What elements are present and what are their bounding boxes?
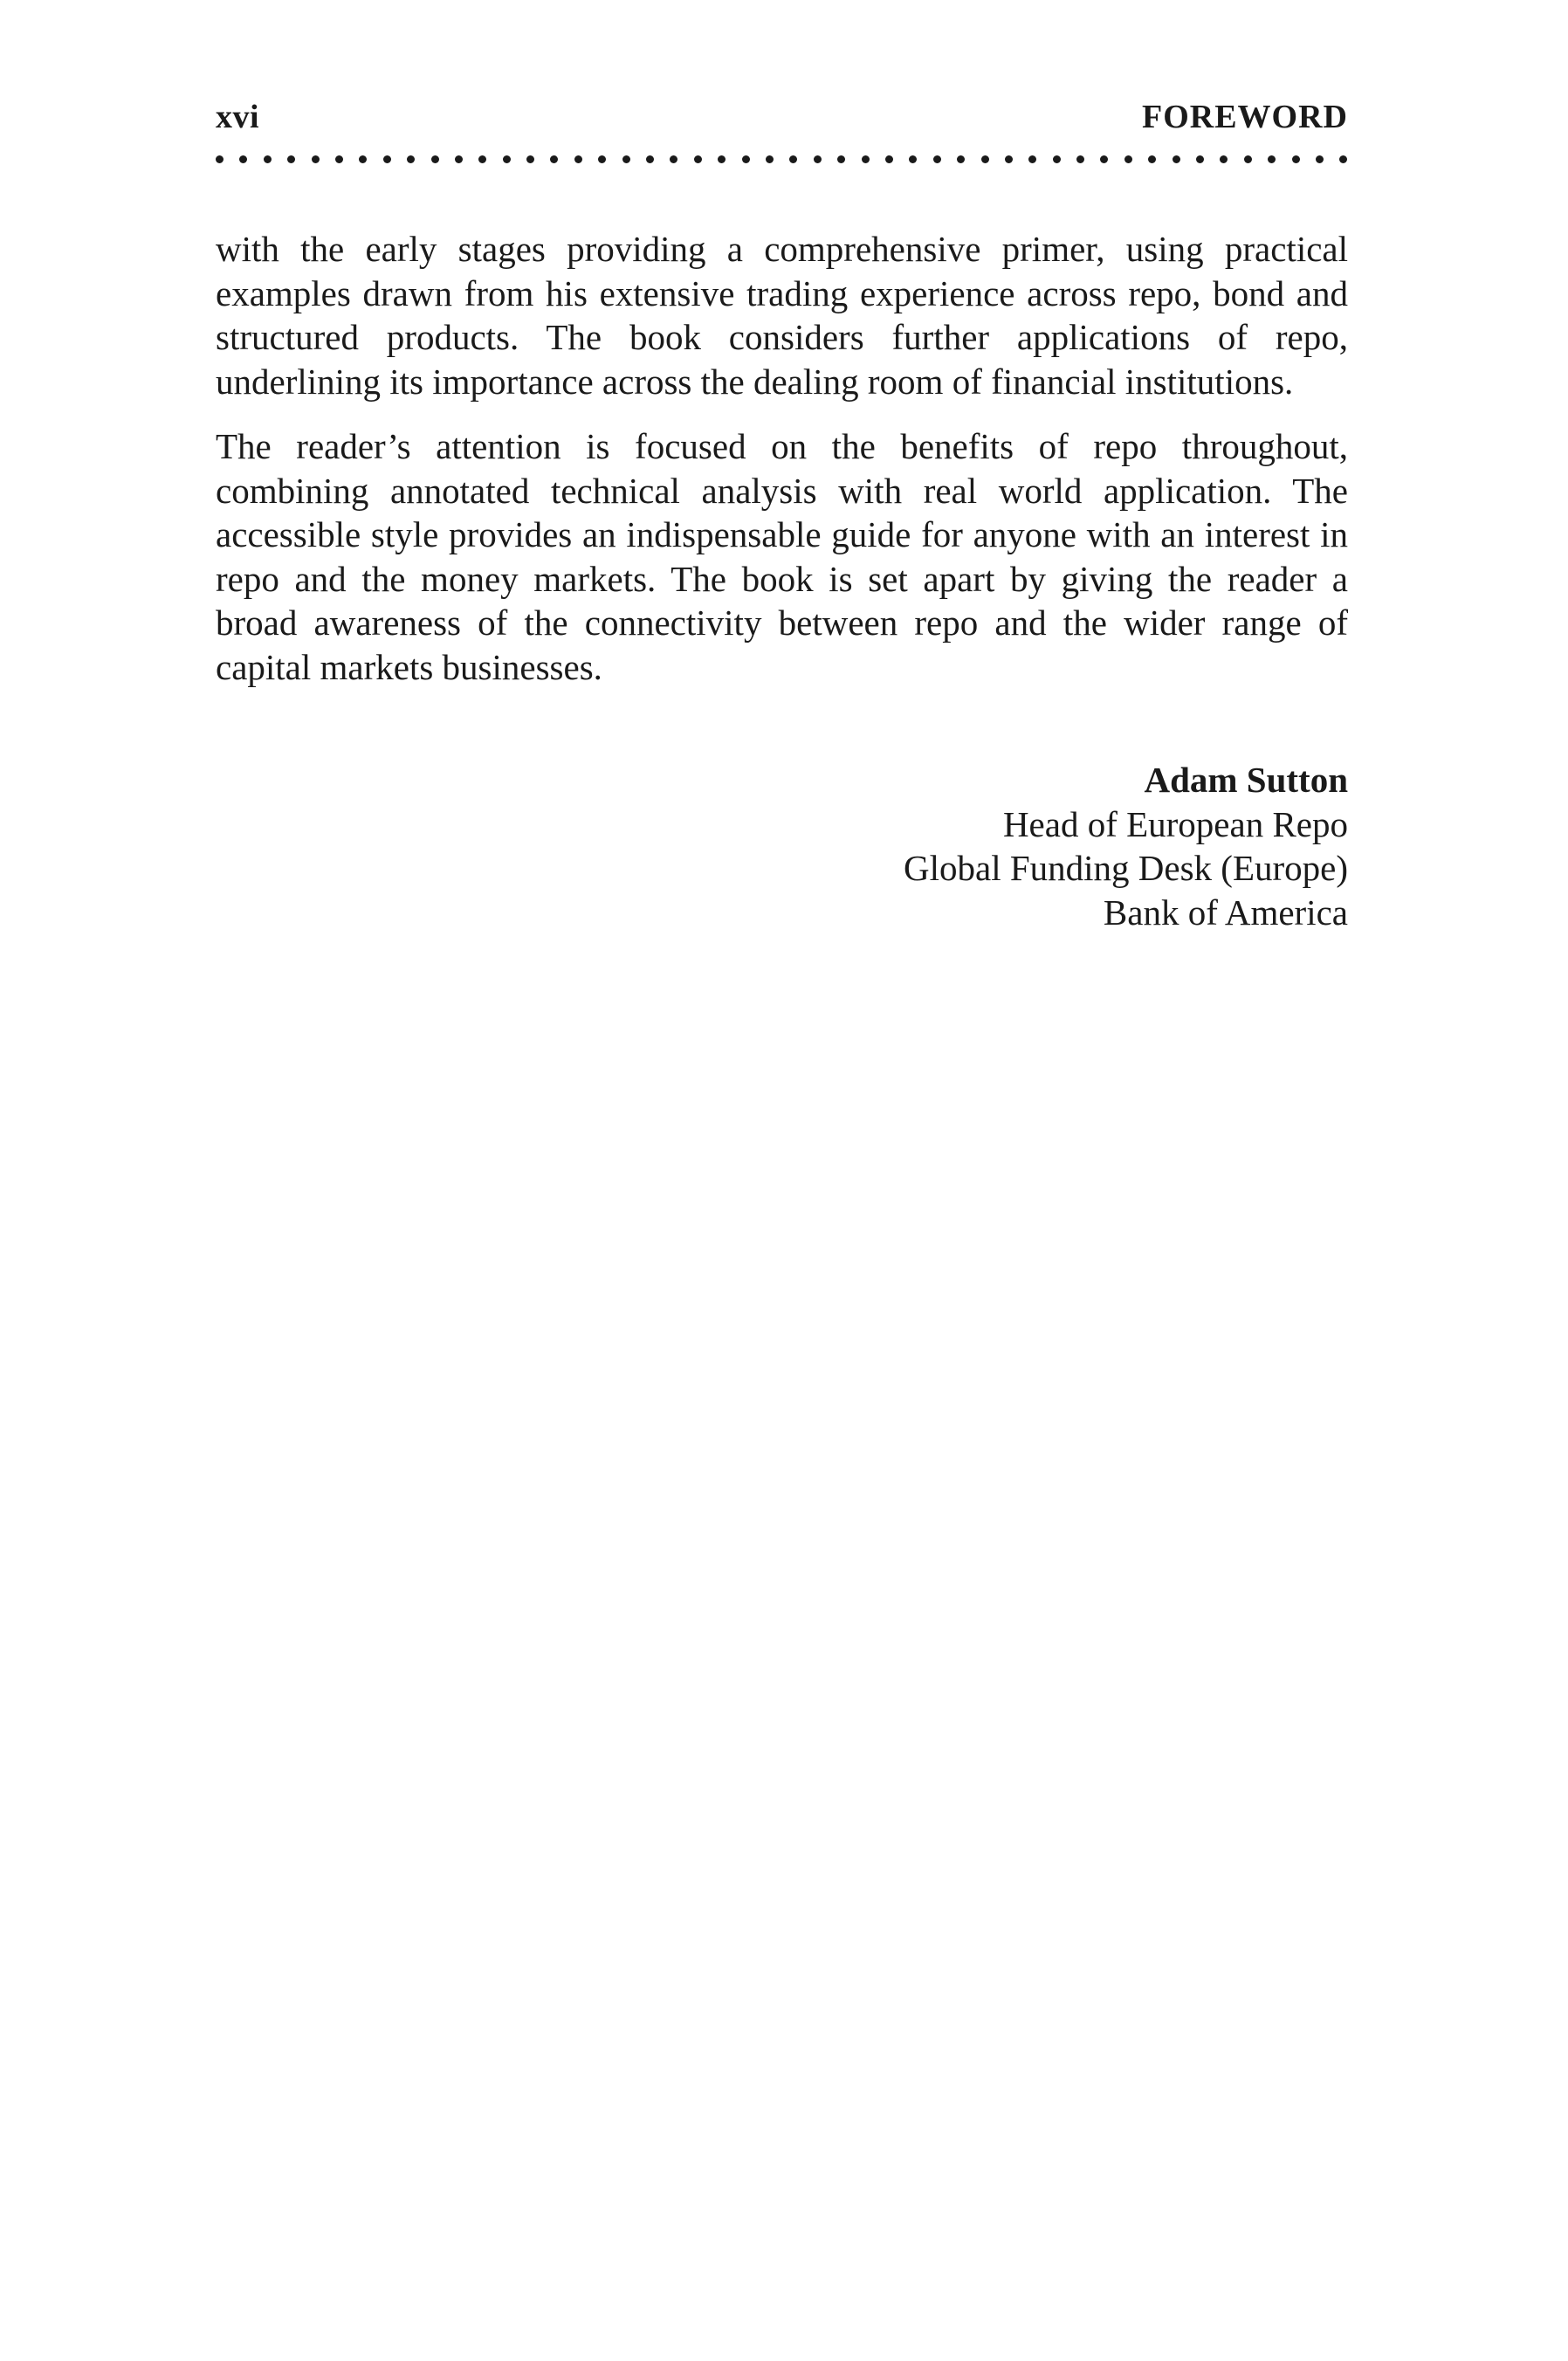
running-head xyxy=(216,98,1348,150)
rule-dot xyxy=(957,155,965,163)
rule-dot xyxy=(526,155,534,163)
rule-dot xyxy=(1124,155,1132,163)
rule-dot xyxy=(287,155,295,163)
rule-dot xyxy=(933,155,941,163)
rule-dot xyxy=(239,155,247,163)
rule-dot xyxy=(646,155,654,163)
rule-dot xyxy=(1005,155,1013,163)
signatory-organization: Bank of America xyxy=(1103,891,1348,933)
rule-dot xyxy=(1268,155,1276,163)
rule-dot xyxy=(431,155,439,163)
rule-dot xyxy=(1196,155,1204,163)
dotted-rule-divider xyxy=(216,154,1348,164)
rule-dot xyxy=(1100,155,1108,163)
rule-dot xyxy=(455,155,463,163)
signature-block xyxy=(216,758,1348,934)
rule-dot xyxy=(1292,155,1300,163)
rule-dot xyxy=(718,155,726,163)
rule-dot xyxy=(216,155,224,163)
rule-dot xyxy=(981,155,989,163)
rule-dot xyxy=(1220,155,1228,163)
rule-dot xyxy=(503,155,511,163)
signatory-department: Global Funding Desk (Europe) xyxy=(904,848,1348,888)
rule-dot xyxy=(383,155,391,163)
rule-dot xyxy=(1076,155,1084,163)
rule-dot xyxy=(1316,155,1324,163)
rule-dot xyxy=(885,155,893,163)
rule-dot xyxy=(622,155,630,163)
rule-dot xyxy=(909,155,917,163)
rule-dot xyxy=(574,155,582,163)
rule-dot xyxy=(1028,155,1036,163)
rule-dot xyxy=(789,155,797,163)
rule-dot xyxy=(670,155,677,163)
paragraph: The reader’s attention is focused on the benefits of repo throughout, combining annotated technical analysis with real world application. The accessible style provides an indispensable guide for anyone with an interest in repo and the money markets. The book is set apart by giving the reader a broad awareness of the connectivity between repo and the wider range of capital markets businesses. xyxy=(216,426,1348,687)
rule-dot xyxy=(1053,155,1061,163)
rule-dot xyxy=(598,155,606,163)
page-number: xvi xyxy=(216,99,260,135)
rule-dot xyxy=(335,155,343,163)
rule-dot xyxy=(837,155,845,163)
rule-dot xyxy=(766,155,774,163)
rule-dot xyxy=(862,155,870,163)
signatory-title: Head of European Repo xyxy=(1002,803,1348,844)
rule-dot xyxy=(1339,155,1347,163)
rule-dot xyxy=(1244,155,1252,163)
rule-dot xyxy=(359,155,367,163)
running-title: FOREWORD xyxy=(1142,99,1348,135)
signatory-name: Adam Sutton xyxy=(1144,760,1348,800)
rule-dot xyxy=(312,155,320,163)
rule-dot xyxy=(478,155,486,163)
paragraph: with the early stages providing a comprehensive primer, using practical examples drawn from his extensive trading experience across repo, bond and structured products. The book considers further applications of repo, underlining its importance across the dealing room of financial institutions. xyxy=(216,229,1348,402)
rule-dot xyxy=(1148,155,1156,163)
rule-dot xyxy=(407,155,415,163)
foreword-body xyxy=(216,227,1348,710)
rule-dot xyxy=(694,155,702,163)
rule-dot xyxy=(1173,155,1180,163)
rule-dot xyxy=(550,155,558,163)
rule-dot xyxy=(814,155,822,163)
rule-dot xyxy=(742,155,750,163)
rule-dot xyxy=(264,155,272,163)
